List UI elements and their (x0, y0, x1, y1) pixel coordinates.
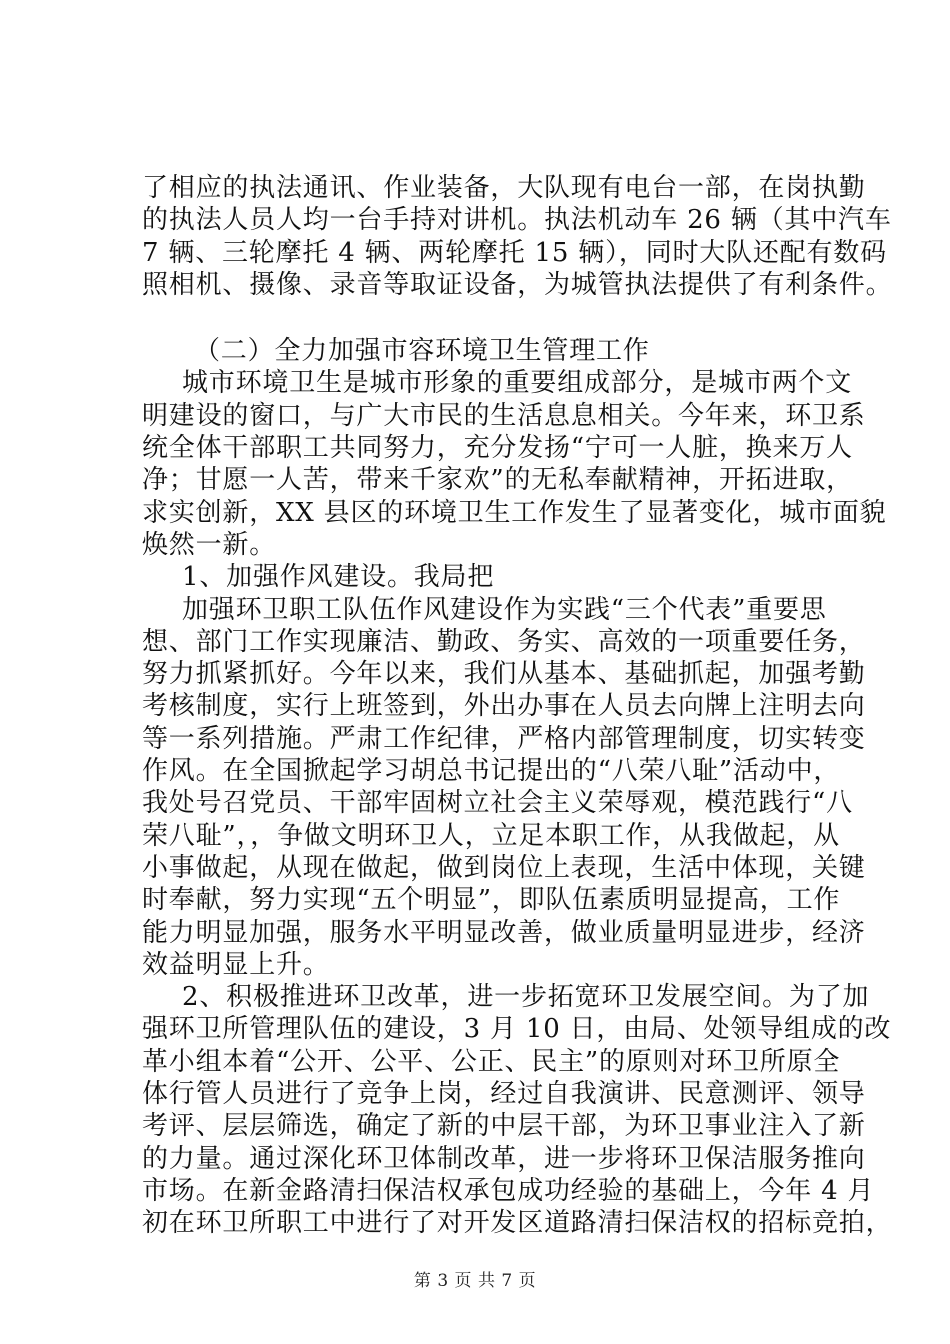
text-line: 荣八耻”，，争做文明环卫人，立足本职工作，从我做起，从 (142, 820, 840, 851)
text-line: 时奉献，努力实现“五个明显”，即队伍素质明显提高，工作 (142, 885, 841, 916)
section-heading: （二）全力加强市容环境卫生管理工作 (194, 336, 650, 367)
text-line: 的执法人员人均一台手持对讲机。执法机动车 26 辆（其中汽车 (142, 205, 892, 236)
text-line: 了相应的执法通讯、作业装备，大队现有电台一部，在岗执勤 (142, 173, 866, 203)
text-line: 明建设的窗口，与广大市民的生活息息相关。今年来，环卫系 (142, 400, 866, 431)
text-line: 考评、层层筛选，确定了新的中层干部，为环卫事业注入了新 (142, 1111, 866, 1142)
text-line: 统全体干部职工共同努力，充分发扬“宁可一人脏，换来万人 (142, 433, 853, 464)
text-line: 求实创新，XX 县区的环境卫生工作发生了显著变化，城市面貌 (142, 497, 887, 528)
document-body (142, 172, 893, 1240)
text-line: 小事做起，从现在做起，做到岗位上表现，生活中体现，关键 (142, 852, 866, 883)
text-line: 作风。在全国掀起学习胡总书记提出的“八荣八耻”活动中， (142, 756, 841, 787)
text-line: 能力明显加强，服务水平明显改善，做业质量明显进步，经济 (142, 917, 866, 948)
page-number-footer: 第 3 页 共 7 页 (413, 1271, 537, 1291)
text-line: 的力量。通过深化环卫体制改革，进一步将环卫保洁服务推向 (142, 1143, 866, 1174)
paragraph-gap (142, 301, 822, 335)
paragraph-work-style (142, 594, 866, 982)
text-line: 想、部门工作实现廉洁、勤政、务实、高效的一项重要任务， (142, 626, 866, 657)
text-line: 体行管人员进行了竞争上岗，经过自我演讲、民意测评、领导 (142, 1079, 866, 1110)
text-line: 净；甘愿一人苦，带来千家欢”的无私奉献精神，开拓进取， (142, 465, 853, 496)
text-line: 2、积极推进环卫改革，进一步拓宽环卫发展空间。为了加 (182, 982, 870, 1013)
text-line: 初在环卫所职工中进行了对开发区道路清扫保洁权的招标竞拍， (142, 1208, 893, 1239)
text-line: 革小组本着“公开、公平、公正、民主”的原则对环卫所原全 (142, 1046, 841, 1077)
text-line: 城市环境卫生是城市形象的重要组成部分，是城市两个文 (182, 368, 853, 399)
paragraph-reform (142, 981, 893, 1239)
item-heading: 1、加强作风建设。我局把 (182, 562, 495, 593)
text-line: 等一系列措施。严肃工作纪律，严格内部管理制度，切实转变 (142, 723, 866, 754)
text-line: 7 辆、三轮摩托 4 辆、两轮摩托 15 辆），同时大队还配有数码 (142, 237, 887, 268)
text-line: 我处号召党员、干部牢固树立社会主义荣辱观，模范践行“八 (142, 788, 853, 819)
text-line: 努力抓紧抓好。今年以来，我们从基本、基础抓起，加强考勤 (142, 659, 866, 690)
text-line: 效益明显上升。 (142, 949, 330, 980)
text-line: 焕然一新。 (142, 529, 277, 560)
text-line: 照相机、摄像、录音等取证设备，为城管执法提供了有利条件。 (142, 269, 893, 300)
text-line: 强环卫所管理队伍的建设，3 月 10 日，由局、处领导组成的改 (142, 1014, 892, 1045)
text-line: 考核制度，实行上班签到，外出办事在人员去向牌上注明去向 (142, 691, 866, 722)
text-line: 加强环卫职工队伍作风建设作为实践“三个代表”重要思 (182, 594, 827, 625)
text-line: 市场。在新金路清扫保洁权承包成功经验的基础上，今年 4 月 (142, 1175, 875, 1206)
paragraph-environment (142, 367, 887, 561)
paragraph-continuation (142, 172, 893, 301)
